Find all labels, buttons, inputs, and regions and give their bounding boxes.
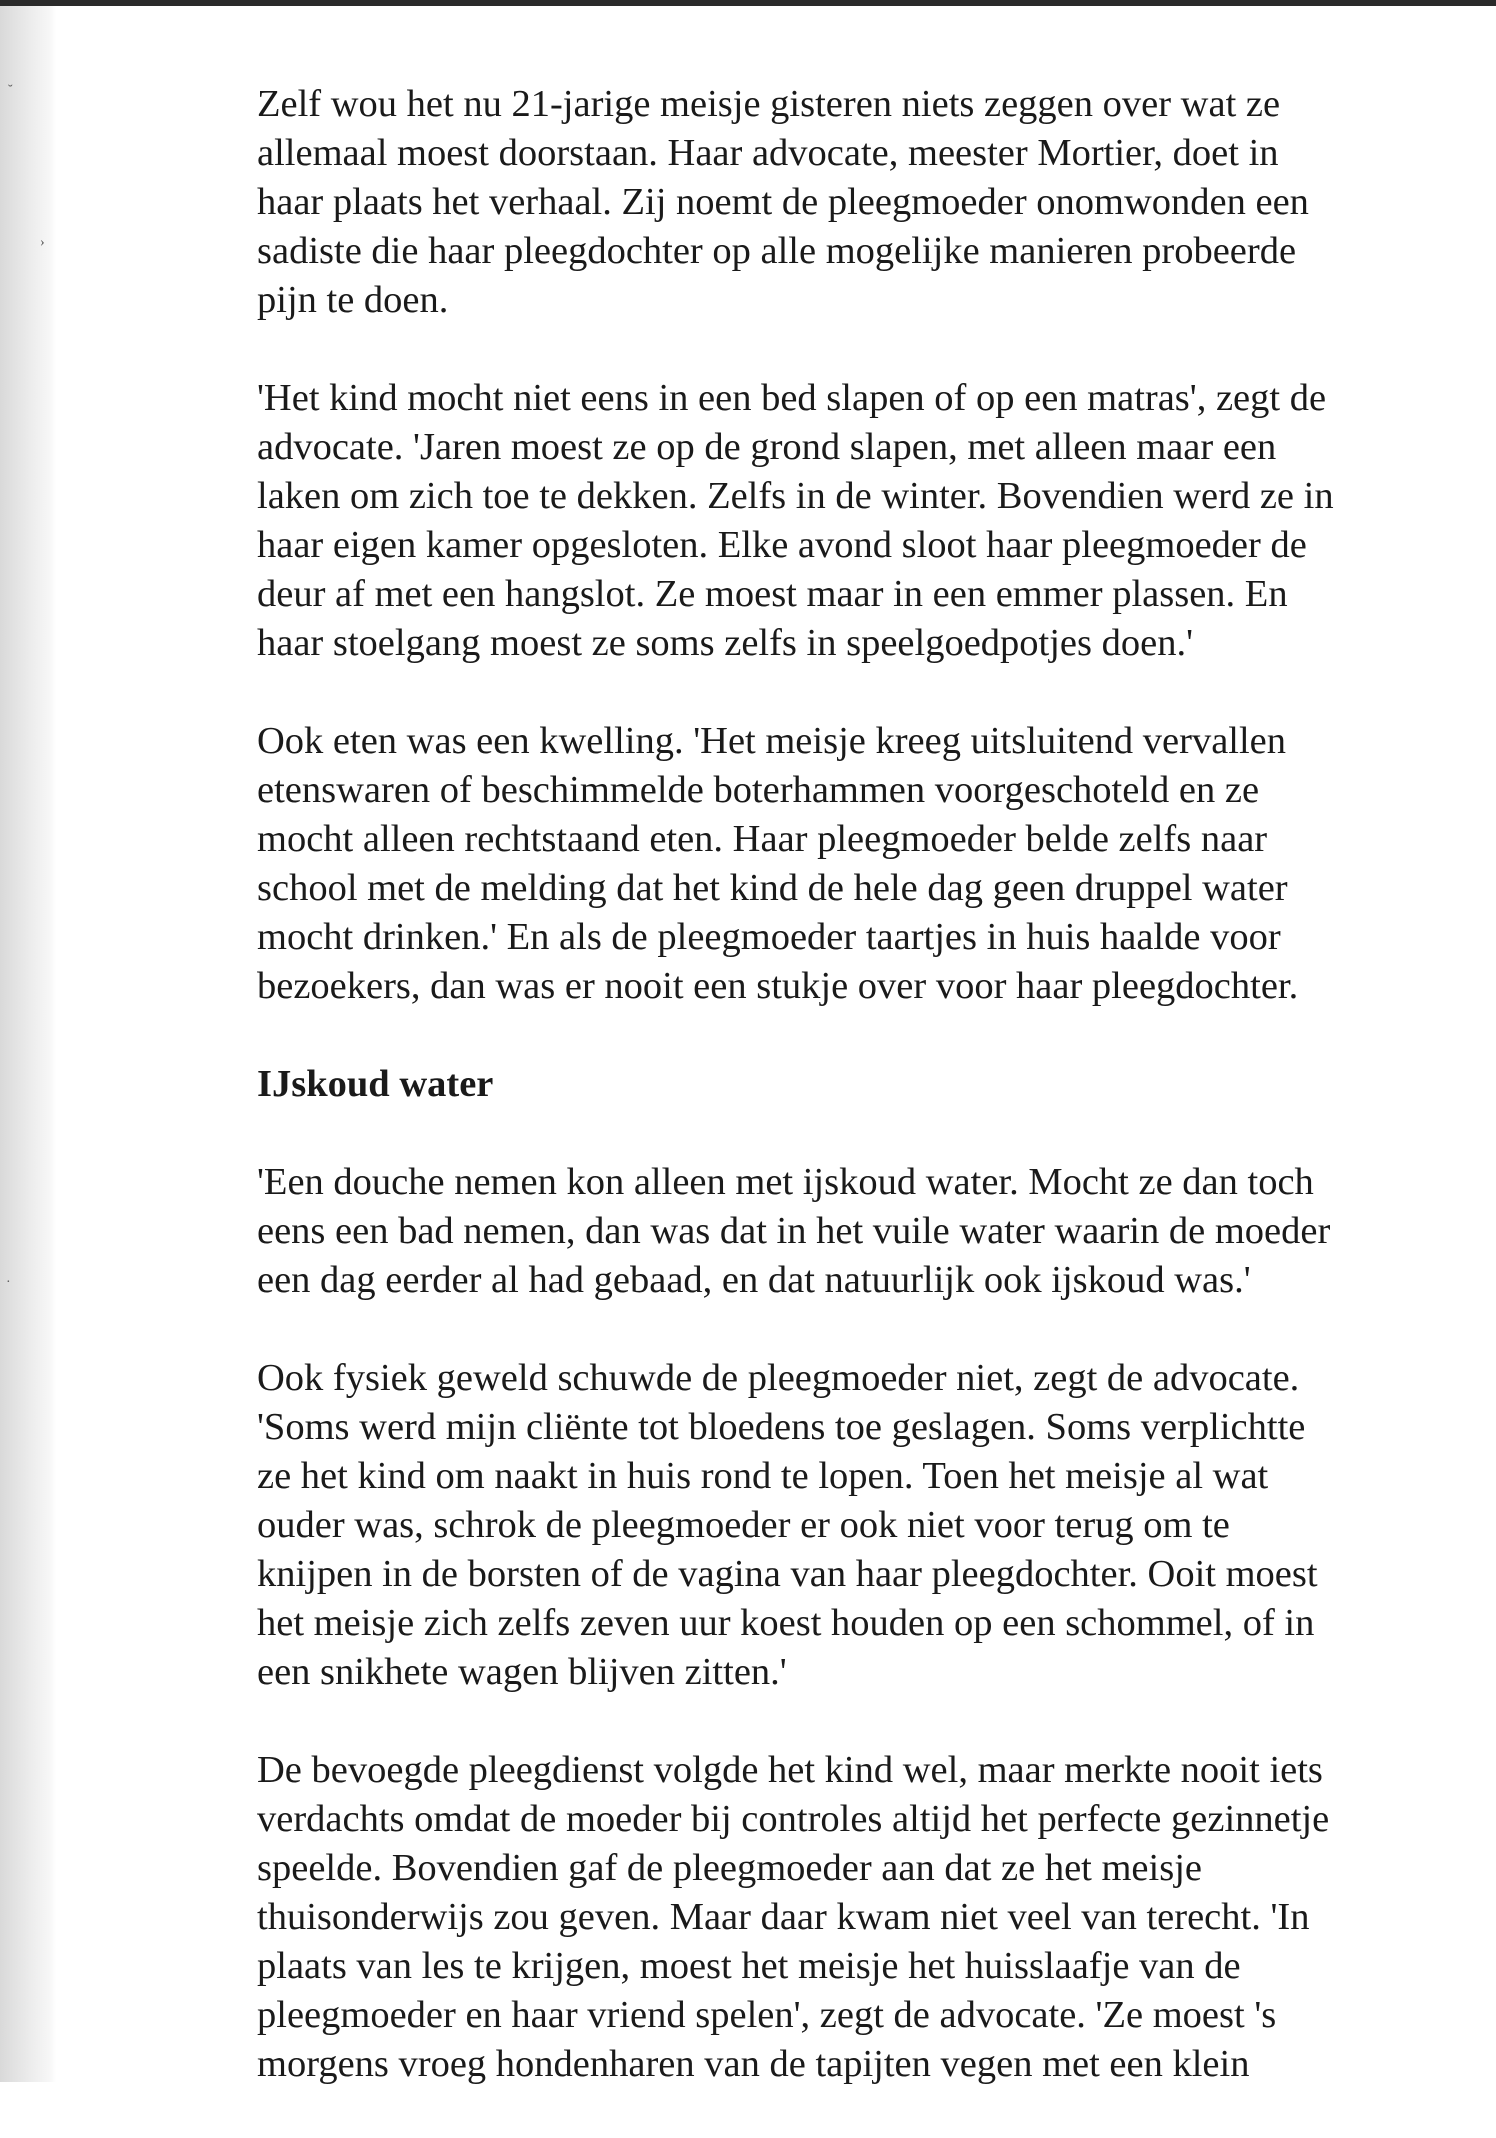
- text-line: etenswaren of beschimmelde boterhammen voorgeschoteld en ze: [257, 769, 1260, 811]
- scan-left-edge-shadow: [0, 6, 56, 2082]
- text-line: Ook fysiek geweld schuwde de pleegmoeder niet, zegt de advocate.: [257, 1357, 1300, 1399]
- paragraph: [257, 80, 1496, 325]
- text-line: advocate. 'Jaren moest ze op de grond slapen, met alleen maar een: [257, 426, 1277, 468]
- text-line: sadiste die haar pleegdochter op alle mogelijke manieren probeerde: [257, 230, 1297, 272]
- text-line: De bevoegde pleegdienst volgde het kind wel, maar merkte nooit iets: [257, 1749, 1323, 1791]
- scan-top-border: [0, 0, 1496, 6]
- text-line: haar plaats het verhaal. Zij noemt de pleegmoeder onomwonden een: [257, 181, 1309, 223]
- scan-speck: ·: [6, 1275, 11, 1290]
- document-body: [257, 80, 1496, 2138]
- text-line: verdachts omdat de moeder bij controles altijd het perfecte gezinnetje: [257, 1798, 1330, 1840]
- paragraph: [257, 717, 1496, 1011]
- text-line: Zelf wou het nu 21-jarige meisje gisteren niets zeggen over wat ze: [257, 83, 1281, 125]
- paragraph: [257, 1354, 1496, 1697]
- text-line: Ook eten was een kwelling. 'Het meisje kreeg uitsluitend vervallen: [257, 720, 1287, 762]
- text-line: speelde. Bovendien gaf de pleegmoeder aan dat ze het meisje: [257, 1847, 1202, 1889]
- scan-speck: ˘: [8, 83, 13, 98]
- text-line: 'Soms werd mijn cliënte tot bloedens toe geslagen. Soms verplichtte: [257, 1406, 1306, 1448]
- text-line: het meisje zich zelfs zeven uur koest houden op een schommel, of in: [257, 1602, 1315, 1644]
- text-line: thuisonderwijs zou geven. Maar daar kwam niet veel van terecht. 'In: [257, 1896, 1310, 1938]
- text-line: mocht drinken.' En als de pleegmoeder taartjes in huis haalde voor: [257, 916, 1281, 958]
- text-line: morgens vroeg hondenharen van de tapijten vegen met een klein: [257, 2043, 1250, 2085]
- paragraph: [257, 374, 1496, 668]
- paragraph: [257, 1158, 1496, 1305]
- text-line: een snikhete wagen blijven zitten.': [257, 1651, 787, 1693]
- text-line: school met de melding dat het kind de hele dag geen druppel water: [257, 867, 1288, 909]
- text-line: bezoekers, dan was er nooit een stukje over voor haar pleegdochter.: [257, 965, 1299, 1007]
- text-line: deur af met een hangslot. Ze moest maar in een emmer plassen. En: [257, 573, 1288, 615]
- text-line: 'Het kind mocht niet eens in een bed slapen of op een matras', zegt de: [257, 377, 1327, 419]
- scan-speck: ›: [40, 235, 45, 250]
- text-line: laken om zich toe te dekken. Zelfs in de winter. Bovendien werd ze in: [257, 475, 1334, 517]
- article-paragraphs-bottom: [257, 1158, 1496, 2089]
- paragraph: [257, 1746, 1496, 2089]
- text-line: haar eigen kamer opgesloten. Elke avond sloot haar pleegmoeder de: [257, 524, 1307, 566]
- article-paragraphs-top: [257, 80, 1496, 1011]
- text-line: eens een bad nemen, dan was dat in het vuile water waarin de moeder: [257, 1210, 1331, 1252]
- text-line: ze het kind om naakt in huis rond te lopen. Toen het meisje al wat: [257, 1455, 1269, 1497]
- text-line: pijn te doen.: [257, 279, 449, 321]
- text-line: een dag eerder al had gebaad, en dat natuurlijk ook ijskoud was.': [257, 1259, 1251, 1301]
- section-heading: IJskoud water: [257, 1063, 494, 1105]
- text-line: allemaal moest doorstaan. Haar advocate, meester Mortier, doet in: [257, 132, 1279, 174]
- text-line: ouder was, schrok de pleegmoeder er ook niet voor terug om te: [257, 1504, 1230, 1546]
- text-line: plaats van les te krijgen, moest het meisje het huisslaafje van de: [257, 1945, 1241, 1987]
- text-line: haar stoelgang moest ze soms zelfs in speelgoedpotjes doen.': [257, 622, 1194, 664]
- text-line: pleegmoeder en haar vriend spelen', zegt de advocate. 'Ze moest 's: [257, 1994, 1277, 2036]
- text-line: knijpen in de borsten of de vagina van haar pleegdochter. Ooit moest: [257, 1553, 1318, 1595]
- text-line: mocht alleen rechtstaand eten. Haar pleegmoeder belde zelfs naar: [257, 818, 1268, 860]
- text-line: 'Een douche nemen kon alleen met ijskoud water. Mocht ze dan toch: [257, 1161, 1314, 1203]
